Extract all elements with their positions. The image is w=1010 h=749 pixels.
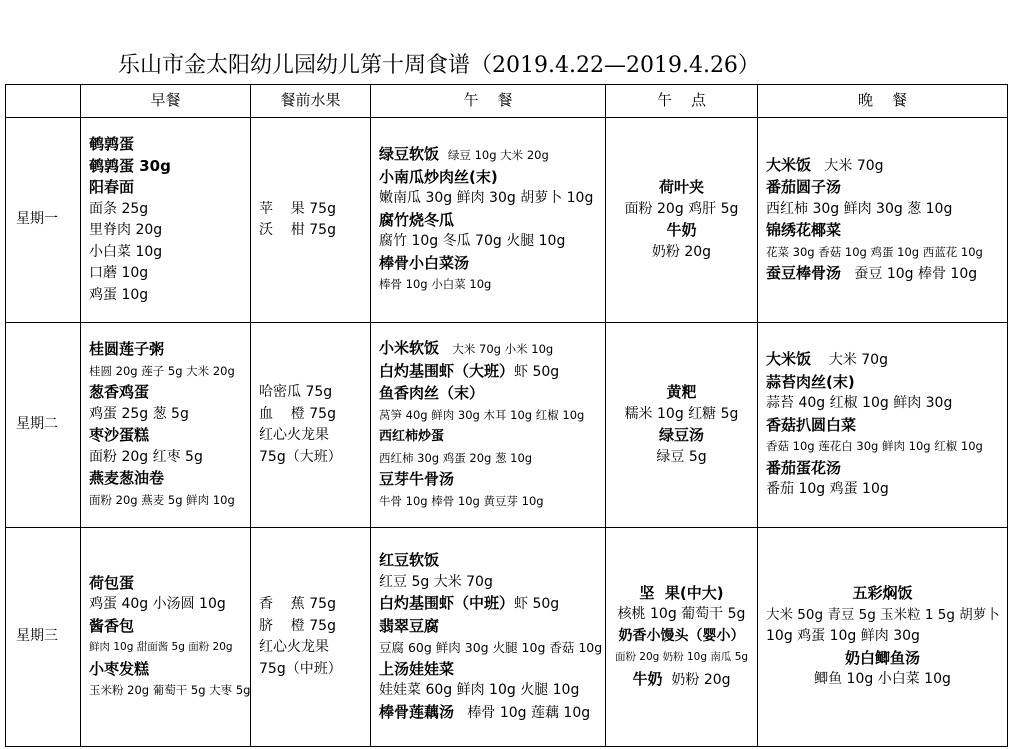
dish-ingredient: 棒骨 10g 莲藕 10g	[467, 704, 591, 721]
dish-ingredient: 奶粉 20g	[671, 671, 731, 688]
lunch-tuesday	[371, 323, 606, 528]
fruit-item: 红心火龙果	[259, 639, 329, 655]
dish-name: 白灼基围虾（大班）	[379, 361, 515, 380]
dish-ingredient: 玉米粉 20g 葡萄干 5g 大枣 5g	[89, 683, 251, 697]
dish-name: 棒骨小白菜汤	[379, 253, 470, 272]
dish-name: 荷包蛋	[89, 573, 135, 592]
dish-name: 阳春面	[89, 178, 135, 196]
fruit-item: 脐 橙 75g	[259, 617, 336, 634]
dish-name: 小南瓜炒肉丝(末)	[379, 167, 498, 186]
dish-name: 香菇扒圆白菜	[766, 415, 857, 434]
dish-name: 腐竹烧冬瓜	[379, 210, 455, 229]
dish-name: 五彩焖饭	[852, 584, 913, 603]
dish-ingredient: 牛骨 10g 棒骨 10g 黄豆芽 10g	[379, 493, 544, 508]
day-monday: 星期一	[6, 118, 81, 323]
dish-name: 红豆软饭	[379, 551, 440, 569]
dish-ingredient: 大米 70g	[828, 352, 888, 369]
dish-ingredient: 面粉 20g 燕麦 5g 鲜肉 10g	[89, 492, 235, 507]
fruit-item: 哈密瓜 75g	[259, 384, 333, 400]
fruit-item: 香 蕉 75g	[259, 596, 336, 612]
day-wednesday: 星期三	[6, 528, 81, 747]
dish-ingredient: 绿豆 5g	[656, 448, 707, 465]
dish-ingredient: 鸡蛋 25g 葱 5g	[89, 405, 189, 422]
row-monday	[6, 118, 1008, 323]
dish-name: 酱香包	[89, 616, 135, 635]
snack-wednesday	[606, 528, 758, 747]
dinner-monday	[758, 118, 1008, 323]
dish-ingredient: 小白菜 10g	[89, 243, 163, 260]
dish-name: 白灼基围虾（中班）	[379, 594, 515, 612]
dish-ingredient: 虾 50g	[514, 363, 560, 380]
lunch-wednesday	[371, 528, 606, 747]
dish-ingredient: 娃娃菜 60g 鲜肉 10g 火腿 10g	[379, 682, 580, 698]
dish-ingredient: 10g 鸡蛋 10g 鲜肉 30g	[766, 628, 920, 645]
dish-name: 黄粑	[666, 383, 697, 401]
day-tuesday: 星期二	[6, 323, 81, 528]
header-blank	[6, 85, 81, 118]
dish-ingredient: 核桃 10g 葡萄干 5g	[617, 606, 746, 623]
dish-ingredient: 里脊肉 20g	[89, 222, 163, 238]
dish-name: 鱼香肉丝（末）	[379, 384, 485, 402]
header-breakfast: 早餐	[81, 85, 251, 118]
dish-ingredient: 鲜肉 10g 甜面酱 5g 面粉 20g	[89, 641, 233, 653]
header-fruit: 餐前水果	[251, 85, 371, 118]
snack-tuesday	[606, 323, 758, 528]
fruit-tuesday	[251, 323, 371, 528]
header-lunch: 午 餐	[371, 85, 606, 118]
dish-ingredient: 蚕豆 10g 棒骨 10g	[854, 266, 978, 282]
breakfast-monday	[81, 118, 251, 323]
dish-name: 枣沙蛋糕	[89, 426, 150, 444]
dish-ingredient: 面条 25g	[89, 200, 149, 217]
fruit-wednesday	[251, 528, 371, 747]
dish-ingredient: 面粉 20g 鸡肝 5g	[624, 200, 739, 217]
dish-name: 番茄蛋花汤	[766, 458, 842, 477]
dish-ingredient: 西红柿 30g 鲜肉 30g 葱 10g	[766, 200, 953, 217]
dish-name: 坚 果(中大)	[639, 583, 724, 602]
dish-name: 奶白鲫鱼汤	[844, 648, 920, 667]
dish-ingredient: 鸡蛋 40g 小汤圆 10g	[89, 596, 226, 612]
fruit-item: 沃 柑 75g	[259, 222, 336, 238]
weekly-menu-table	[5, 84, 1008, 747]
dish-ingredient: 大米 50g 青豆 5g 玉米粒 1 5g 胡萝卜	[766, 606, 1000, 623]
snack-monday	[606, 118, 758, 323]
dish-name: 西红柿炒蛋	[379, 429, 445, 444]
dish-name: 桂圆莲子粥	[89, 340, 165, 358]
dish-ingredient: 红豆 5g 大米 70g	[379, 573, 493, 590]
dish-name: 豆芽牛骨汤	[379, 470, 455, 488]
fruit-monday	[251, 118, 371, 323]
dinner-wednesday	[758, 528, 1008, 747]
fruit-item: 红心火龙果	[259, 427, 329, 443]
dish-ingredient: 花菜 30g 香菇 10g 鸡蛋 10g 西蓝花 10g	[766, 244, 983, 259]
dish-ingredient: 豆腐 60g 鲜肉 30g 火腿 10g 香菇 10g	[379, 640, 603, 655]
row-tuesday	[6, 323, 1008, 528]
dish-name: 锦绣花椰菜	[766, 221, 842, 239]
row-wednesday	[6, 528, 1008, 747]
dish-ingredient: 香菇 10g 莲花白 30g 鲜肉 10g 红椒 10g	[766, 439, 983, 454]
dish-name: 棒骨莲藕汤	[379, 702, 455, 721]
header-dinner: 晚 餐	[758, 85, 1008, 118]
dish-ingredient: 虾 50g	[514, 596, 560, 612]
dish-name: 绿豆汤	[658, 426, 704, 444]
dish-name: 奶香小馒头（婴小）	[618, 627, 745, 644]
dish-ingredient: 大米 70g 小米 10g	[452, 342, 554, 356]
dish-name: 翡翠豆腐	[379, 616, 440, 635]
dish-ingredient: 西红柿 30g 鸡蛋 20g 葱 10g	[379, 450, 533, 465]
fruit-item: 75g（中班）	[259, 660, 342, 677]
dish-name: 燕麦葱油卷	[89, 469, 165, 487]
dish-ingredient: 大米 70g	[824, 157, 884, 174]
breakfast-tuesday	[81, 323, 251, 528]
dish-ingredient: 糯米 10g 红糖 5g	[624, 405, 739, 422]
dish-name: 上汤娃娃菜	[379, 659, 455, 678]
dish-ingredient: 番茄 10g 鸡蛋 10g	[766, 481, 889, 498]
dish-ingredient: 奶粉 20g	[651, 243, 712, 260]
dish-name: 番茄圆子汤	[766, 178, 842, 196]
dish-ingredient: 桂圆 20g 莲子 5g 大米 20g	[89, 363, 235, 378]
dish-ingredient: 面粉 20g 奶粉 10g 南瓜 5g	[614, 651, 749, 664]
dish-ingredient: 鹌鹑蛋 30g	[89, 156, 171, 175]
fruit-item: 血 橙 75g	[259, 405, 336, 422]
dish-name: 鹌鹑蛋	[89, 135, 135, 153]
dish-ingredient: 鲫鱼 10g 小白菜 10g	[814, 671, 951, 688]
dish-ingredient: 莴笋 40g 鲜肉 30g 木耳 10g 红椒 10g	[379, 407, 585, 422]
dish-name: 大米饭	[766, 350, 812, 369]
page-title: 乐山市金太阳幼儿园幼儿第十周食谱（2019.4.22—2019.4.26）	[118, 53, 760, 78]
dish-name: 牛奶	[632, 669, 663, 688]
dish-name: 小枣发糕	[89, 659, 150, 678]
dish-name: 葱香鸡蛋	[89, 383, 150, 401]
dinner-tuesday	[758, 323, 1008, 528]
dish-name: 绿豆软饭	[379, 145, 440, 164]
dish-name: 蚕豆棒骨汤	[766, 264, 842, 282]
lunch-monday	[371, 118, 606, 323]
dish-ingredient: 嫩南瓜 30g 鲜肉 30g 胡萝卜 10g	[379, 190, 594, 207]
header-row	[6, 85, 1008, 118]
dish-ingredient: 腐竹 10g 冬瓜 70g 火腿 10g	[379, 233, 566, 250]
dish-name: 牛奶	[666, 221, 697, 239]
dish-ingredient: 棒骨 10g 小白菜 10g	[379, 277, 492, 292]
dish-ingredient: 鸡蛋 10g	[89, 286, 149, 303]
fruit-item: 苹 果 75g	[259, 200, 336, 217]
breakfast-wednesday	[81, 528, 251, 747]
dish-ingredient: 蒜苔 40g 红椒 10g 鲜肉 30g	[766, 395, 953, 412]
dish-ingredient: 面粉 20g 红枣 5g	[89, 448, 203, 465]
header-snack: 午 点	[606, 85, 758, 118]
dish-ingredient: 绿豆 10g 大米 20g	[447, 148, 549, 163]
fruit-item: 75g（大班）	[259, 448, 342, 465]
dish-name: 小米软饭	[379, 339, 440, 357]
dish-name: 荷叶夹	[658, 178, 704, 196]
dish-ingredient: 口蘑 10g	[89, 265, 149, 281]
dish-name: 大米饭	[766, 155, 812, 174]
dish-name: 蒜苔肉丝(末)	[766, 372, 855, 391]
